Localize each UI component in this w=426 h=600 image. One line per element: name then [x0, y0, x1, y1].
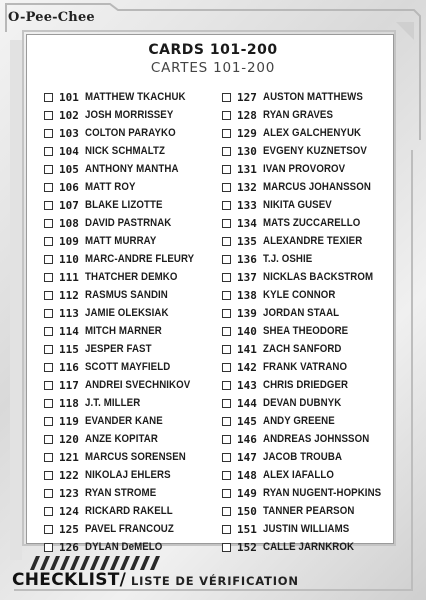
player-name: ANDY GREENE [263, 415, 335, 427]
checkbox-square-icon[interactable] [222, 273, 231, 282]
checkbox-square-icon[interactable] [222, 93, 231, 102]
player-name: MARC-ANDRE FLEURY [85, 253, 195, 265]
checkbox-square-icon[interactable] [222, 309, 231, 318]
player-name: JORDAN STAAL [263, 307, 340, 319]
player-name: JAMIE OLEKSIAK [85, 307, 169, 319]
stripe-mark [80, 556, 90, 570]
checklist-row [44, 376, 214, 394]
player-name: ALEXANDRE TEXIER [263, 235, 363, 247]
card-number: 108 [59, 216, 79, 230]
player-name: ANDREAS JOHNSSON [263, 433, 370, 445]
player-name: DAVID PASTRNAK [85, 217, 172, 229]
player-name: MATT MURRAY [85, 235, 157, 247]
player-name: ANTHONY MANTHA [85, 163, 179, 175]
card-number: 146 [237, 432, 257, 446]
checkbox-square-icon[interactable] [222, 471, 231, 480]
player-name: FRANK VATRANO [263, 361, 348, 373]
card-number: 123 [59, 486, 79, 500]
stripe-mark [60, 556, 70, 570]
checkbox-square-icon[interactable] [44, 525, 53, 534]
checklist-row [44, 484, 214, 502]
player-name: NICK SCHMALTZ [85, 145, 166, 157]
card-number: 147 [237, 450, 257, 464]
card-number: 126 [59, 540, 79, 554]
stripe-mark [130, 556, 140, 570]
checkbox-square-icon[interactable] [44, 453, 53, 462]
checkbox-square-icon[interactable] [222, 111, 231, 120]
player-name: JUSTIN WILLIAMS [263, 523, 350, 535]
player-name: ZACH SANFORD [263, 343, 342, 355]
checklist-row [222, 448, 392, 466]
checkbox-square-icon[interactable] [44, 327, 53, 336]
stripe-mark [140, 556, 150, 570]
card-number: 143 [237, 378, 257, 392]
player-name: JACOB TROUBA [263, 451, 343, 463]
checklist-row [222, 124, 392, 142]
card-number: 125 [59, 522, 79, 536]
checkbox-square-icon[interactable] [44, 93, 53, 102]
card-number: 152 [237, 540, 257, 554]
checklist-row [222, 214, 392, 232]
checkbox-square-icon[interactable] [44, 219, 53, 228]
checklist-row [44, 322, 214, 340]
checklist-row [44, 466, 214, 484]
card-number: 150 [237, 504, 257, 518]
footer-checklist-label: CHECKLIST [12, 570, 120, 590]
checklist-row [44, 196, 214, 214]
card-number: 118 [59, 396, 79, 410]
player-name: RYAN NUGENT-HOPKINS [263, 487, 382, 499]
checkbox-square-icon[interactable] [222, 237, 231, 246]
checkbox-square-icon[interactable] [44, 345, 53, 354]
player-name: ALEX IAFALLO [263, 469, 334, 481]
checklist-row [44, 232, 214, 250]
checklist-row [222, 178, 392, 196]
card-number: 117 [59, 378, 79, 392]
card-number: 138 [237, 288, 257, 302]
checklist-row [222, 520, 392, 538]
checkbox-square-icon[interactable] [222, 525, 231, 534]
card-number: 151 [237, 522, 257, 536]
card-number: 141 [237, 342, 257, 356]
card-number: 148 [237, 468, 257, 482]
player-name: COLTON PARAYKO [85, 127, 176, 139]
checklist-row [222, 106, 392, 124]
checklist-row [44, 124, 214, 142]
checkbox-square-icon[interactable] [222, 183, 231, 192]
stripe-mark [40, 556, 50, 570]
checklist-row [222, 502, 392, 520]
checkbox-square-icon[interactable] [222, 381, 231, 390]
checklist-title: CARDS 101-200 [148, 42, 278, 58]
checklist-row [222, 376, 392, 394]
checklist-row [44, 250, 214, 268]
checklist-row [44, 340, 214, 358]
checklist-row [222, 538, 392, 556]
checkbox-square-icon[interactable] [44, 165, 53, 174]
checklist-row [222, 286, 392, 304]
player-name: ANDREI SVECHNIKOV [85, 379, 191, 391]
card-number: 131 [237, 162, 257, 176]
checkbox-square-icon[interactable] [44, 363, 53, 372]
checklist-column-left [44, 88, 214, 556]
stripe-decoration [30, 556, 170, 570]
footer-slash: / [119, 570, 126, 590]
checklist-row [222, 88, 392, 106]
checklist-row [222, 466, 392, 484]
checkbox-square-icon[interactable] [222, 165, 231, 174]
checklist-row [44, 358, 214, 376]
checklist-row [222, 196, 392, 214]
checkbox-square-icon[interactable] [44, 435, 53, 444]
stripe-mark [70, 556, 80, 570]
card-number: 135 [237, 234, 257, 248]
card-number: 145 [237, 414, 257, 428]
checkbox-square-icon[interactable] [44, 183, 53, 192]
card-number: 132 [237, 180, 257, 194]
checklist-subtitle: CARTES 101-200 [150, 60, 276, 76]
checkbox-square-icon[interactable] [222, 291, 231, 300]
card-number: 140 [237, 324, 257, 338]
checklist-row [44, 394, 214, 412]
card-number: 115 [59, 342, 79, 356]
player-name: SCOTT MAYFIELD [85, 361, 171, 373]
player-name: JOSH MORRISSEY [85, 109, 174, 121]
card-number: 130 [237, 144, 257, 158]
footer-banner [12, 570, 299, 590]
player-name: MARCUS JOHANSSON [263, 181, 371, 193]
player-name: MARCUS SORENSEN [85, 451, 186, 463]
checkbox-square-icon[interactable] [222, 489, 231, 498]
checkbox-square-icon[interactable] [44, 417, 53, 426]
card-number: 134 [237, 216, 257, 230]
checkbox-square-icon[interactable] [222, 219, 231, 228]
checklist-row [222, 340, 392, 358]
checkbox-square-icon[interactable] [44, 471, 53, 480]
card-number: 101 [59, 90, 79, 104]
checklist-row [44, 214, 214, 232]
checklist-column-right [222, 88, 392, 556]
card-number: 103 [59, 126, 79, 140]
card-number: 106 [59, 180, 79, 194]
card-number: 121 [59, 450, 79, 464]
checklist-row [222, 304, 392, 322]
checkbox-square-icon[interactable] [222, 129, 231, 138]
checklist-row [222, 484, 392, 502]
card-number: 122 [59, 468, 79, 482]
checklist-row [44, 538, 214, 556]
checkbox-square-icon[interactable] [44, 147, 53, 156]
checkbox-square-icon[interactable] [44, 201, 53, 210]
player-name: EVANDER KANE [85, 415, 163, 427]
checklist-row [44, 106, 214, 124]
checklist-row [44, 304, 214, 322]
player-name: J.T. MILLER [85, 397, 141, 409]
checklist-row [222, 232, 392, 250]
card-number: 105 [59, 162, 79, 176]
checklist-row [44, 142, 214, 160]
checklist-row [222, 394, 392, 412]
card-number: 129 [237, 126, 257, 140]
checklist-row [44, 430, 214, 448]
checklist-row [44, 448, 214, 466]
card-number: 133 [237, 198, 257, 212]
card-number: 124 [59, 504, 79, 518]
player-name: IVAN PROVOROV [263, 163, 346, 175]
player-name: DEVAN DUBNYK [263, 397, 342, 409]
player-name: JESPER FAST [85, 343, 152, 355]
player-name: CHRIS DRIEDGER [263, 379, 349, 391]
checklist-row [44, 412, 214, 430]
checkbox-square-icon[interactable] [222, 201, 231, 210]
player-name: SHEA THEODORE [263, 325, 349, 337]
checkbox-square-icon[interactable] [222, 363, 231, 372]
card-number: 128 [237, 108, 257, 122]
player-name: THATCHER DEMKO [85, 271, 178, 283]
checkbox-square-icon[interactable] [44, 273, 53, 282]
checkbox-square-icon[interactable] [222, 543, 231, 552]
checkbox-square-icon[interactable] [222, 255, 231, 264]
player-name: ANZE KOPITAR [85, 433, 158, 445]
checkbox-square-icon[interactable] [44, 291, 53, 300]
checklist-row [44, 286, 214, 304]
checklist-row [44, 520, 214, 538]
player-name: RASMUS SANDIN [85, 289, 168, 301]
checkbox-square-icon[interactable] [222, 399, 231, 408]
checklist-row [44, 178, 214, 196]
card-number: 142 [237, 360, 257, 374]
player-name: BLAKE LIZOTTE [85, 199, 163, 211]
player-name: ALEX GALCHENYUK [263, 127, 362, 139]
checkbox-square-icon[interactable] [222, 453, 231, 462]
checkbox-square-icon[interactable] [44, 111, 53, 120]
checkbox-square-icon[interactable] [222, 417, 231, 426]
card-number: 144 [237, 396, 257, 410]
checklist-row [44, 502, 214, 520]
checklist-row [222, 160, 392, 178]
checkbox-square-icon[interactable] [44, 255, 53, 264]
stripe-mark [50, 556, 60, 570]
card-number: 111 [59, 270, 79, 284]
player-name: NIKITA GUSEV [263, 199, 332, 211]
checkbox-square-icon[interactable] [222, 147, 231, 156]
player-name: T.J. OSHIE [263, 253, 313, 265]
checkbox-square-icon[interactable] [44, 489, 53, 498]
card-number: 149 [237, 486, 257, 500]
stripe-mark [120, 556, 130, 570]
player-name: CALLE JARNKROK [263, 541, 355, 553]
checkbox-square-icon[interactable] [222, 345, 231, 354]
checklist-row [44, 160, 214, 178]
player-name: EVGENY KUZNETSOV [263, 145, 367, 157]
checkbox-square-icon[interactable] [44, 237, 53, 246]
card-number: 116 [59, 360, 79, 374]
card-number: 112 [59, 288, 79, 302]
checklist-row [44, 268, 214, 286]
player-name: NICKLAS BACKSTROM [263, 271, 374, 283]
checkbox-square-icon[interactable] [44, 381, 53, 390]
checkbox-square-icon[interactable] [44, 507, 53, 516]
player-name: MATT ROY [85, 181, 136, 193]
card-number: 120 [59, 432, 79, 446]
stripe-mark [100, 556, 110, 570]
checklist-row [44, 88, 214, 106]
player-name: RYAN GRAVES [263, 109, 334, 121]
card-number: 127 [237, 90, 257, 104]
checklist-row [222, 358, 392, 376]
player-name: AUSTON MATTHEWS [263, 91, 363, 103]
card-number: 113 [59, 306, 79, 320]
stripe-mark [110, 556, 120, 570]
checklist-row [222, 250, 392, 268]
player-name: TANNER PEARSON [263, 505, 355, 517]
player-name: NIKOLAJ EHLERS [85, 469, 171, 481]
checklist-row [222, 412, 392, 430]
card-number: 109 [59, 234, 79, 248]
checkbox-square-icon[interactable] [44, 399, 53, 408]
card-number: 110 [59, 252, 79, 266]
checklist-row [222, 142, 392, 160]
footer-french-label: LISTE DE VÉRIFICATION [130, 574, 299, 588]
player-name: MATS ZUCCARELLO [263, 217, 361, 229]
opc-logo: O-Pee-Chee [8, 10, 95, 25]
checkbox-square-icon[interactable] [222, 507, 231, 516]
card-number: 107 [59, 198, 79, 212]
stripe-mark [90, 556, 100, 570]
player-name: RYAN STROME [85, 487, 157, 499]
checkbox-square-icon[interactable] [44, 129, 53, 138]
player-name: MITCH MARNER [85, 325, 162, 337]
card-number: 102 [59, 108, 79, 122]
checklist-row [222, 430, 392, 448]
stripe-mark [30, 556, 40, 570]
player-name: KYLE CONNOR [263, 289, 336, 301]
card-number: 136 [237, 252, 257, 266]
checkbox-square-icon[interactable] [222, 327, 231, 336]
card-number: 137 [237, 270, 257, 284]
player-name: MATTHEW TKACHUK [85, 91, 186, 103]
card-number: 114 [59, 324, 79, 338]
checklist-row [222, 322, 392, 340]
player-name: RICKARD RAKELL [85, 505, 173, 517]
player-name: PAVEL FRANCOUZ [85, 523, 174, 535]
card-number: 104 [59, 144, 79, 158]
card-number: 139 [237, 306, 257, 320]
checkbox-square-icon[interactable] [222, 435, 231, 444]
player-name: DYLAN DeMELO [85, 541, 163, 553]
checkbox-square-icon[interactable] [44, 309, 53, 318]
card-number: 119 [59, 414, 79, 428]
checklist-row [222, 268, 392, 286]
stripe-mark [150, 556, 160, 570]
checkbox-square-icon[interactable] [44, 543, 53, 552]
